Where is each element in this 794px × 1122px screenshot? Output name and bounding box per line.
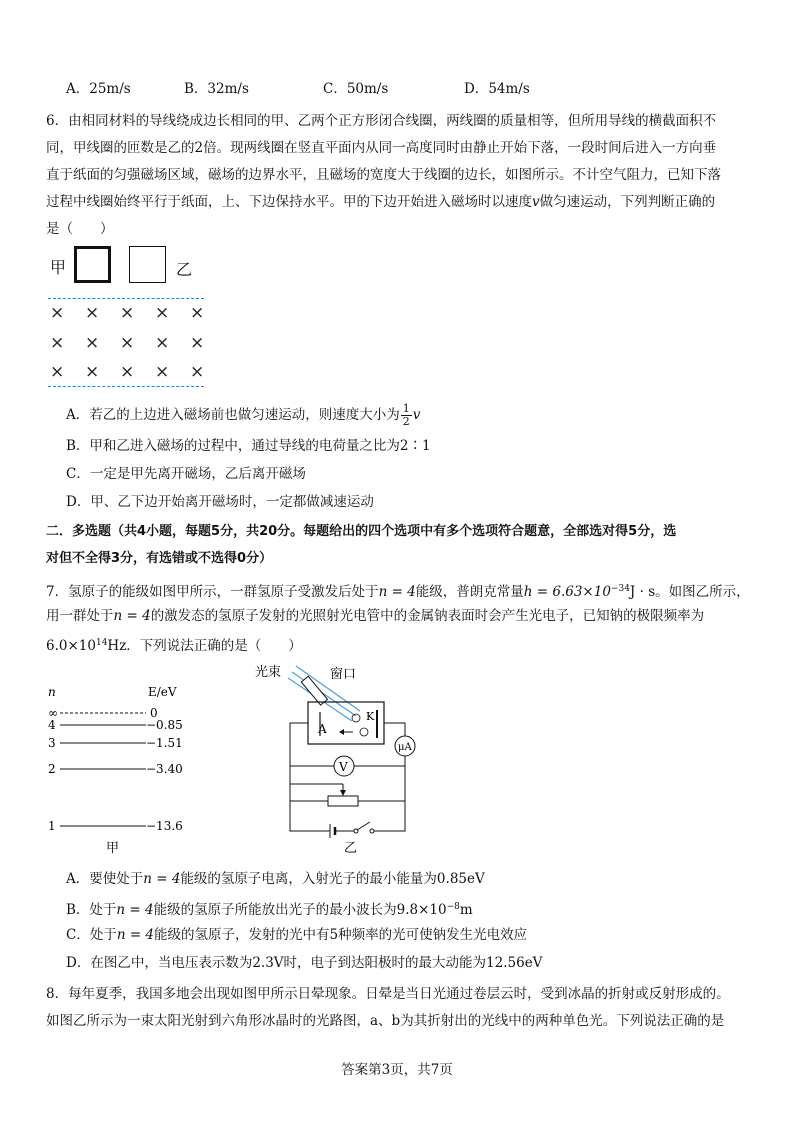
q7-option-b: B．处于n = 4能级的氢原子所能放出光子的最小波长为$9.8\times 10^{-8}m$ xyxy=(66,902,473,918)
label-voltmeter: V xyxy=(339,760,348,774)
switch-contact xyxy=(370,829,374,833)
q8-line-1: 8．每年夏季，我国多地会出现如图甲所示日晕现象。日晕是当日光通过卷层云时，受到冰晶的折射或反射形成的。 xyxy=(46,986,730,1002)
level-e-inf: 0 xyxy=(150,706,158,720)
field-bottom-boundary xyxy=(48,386,204,387)
field-cross: × xyxy=(190,333,205,353)
label-cathode: K xyxy=(366,710,375,723)
level-n-3: 3 xyxy=(48,736,56,750)
level-n-inf: ∞ xyxy=(48,706,58,720)
field-top-boundary xyxy=(48,298,204,299)
q7-line-2: 用一群处于n = 4的激发态的氢原子发射的光照射光电管中的金属钠表面时会产生光电子，已知钠的极限频率为 xyxy=(46,608,705,624)
field-cross: × xyxy=(155,333,170,353)
q7-option-c: C．处于n = 4能级的氢原子，发射的光中有5种频率的光可使钠发生光电效应 xyxy=(66,927,528,943)
q8-line-2: 如图乙所示为一束太阳光射到六角形冰晶时的光路图，a、b为其折射出的光线中的两种单色光。下列说法正确的是 xyxy=(46,1013,725,1029)
photoelectric-circuit xyxy=(250,656,430,856)
section-2-heading-line-1: 二．多选题（共4小题，每题5分，共20分。每题给出的四个选项中有多个选项符合题意，全部选对得5分，选 xyxy=(46,524,677,539)
energy-level-diagram xyxy=(40,684,215,859)
q7-line-3: $6.0\times 10^{14}Hz$．下列说法正确的是（ ） xyxy=(46,638,302,654)
q7-option-d: D．在图乙中，当电压表示数为2.3V时，电子到达阳极时的最大动能为12.56eV xyxy=(66,955,543,971)
electron-icon xyxy=(352,714,360,722)
q7-option-a: A．要使处于n = 4能级的氢原子电离，入射光子的最小能量为0.85eV xyxy=(66,871,485,887)
coil-jia xyxy=(74,246,111,283)
wire-left xyxy=(290,723,330,831)
field-cross: × xyxy=(85,333,100,353)
caption-yi: 乙 xyxy=(344,841,358,856)
field-cross: × xyxy=(120,362,135,382)
page-footer: 答案第3页，共7页 xyxy=(341,1062,453,1078)
q6-option-c: C．一定是甲先离开磁场，乙后离开磁场 xyxy=(66,466,306,482)
window-glass xyxy=(301,676,327,705)
wire-right-top xyxy=(384,723,405,736)
field-cross: × xyxy=(50,362,65,382)
level-n-2: 2 xyxy=(48,762,56,776)
caption-jia: 甲 xyxy=(106,841,120,856)
label-anode: A xyxy=(318,722,327,736)
level-e-2: −3.40 xyxy=(146,762,183,776)
coil-label-yi: 乙 xyxy=(176,260,193,279)
level-n-1: 1 xyxy=(48,819,56,833)
arrow-icon xyxy=(339,729,344,735)
q6-line-5: 是（ ） xyxy=(46,221,114,237)
field-cross: × xyxy=(190,362,205,382)
q6-line-2: 同，甲线圈的匝数是乙的2倍。现两线圈在竖直平面内从同一高度同时由静止开始下落，一段时间后进入一方向垂 xyxy=(46,140,717,156)
q5-option-a: A．25m/s xyxy=(66,81,131,97)
rheostat xyxy=(328,796,358,806)
q5-option-c: C．50m/s xyxy=(323,81,389,97)
label-window: 窗口 xyxy=(330,667,357,682)
field-cross: × xyxy=(50,303,65,323)
field-cross: × xyxy=(190,303,205,323)
energy-axis-label: E/eV xyxy=(148,685,177,699)
electron-icon xyxy=(360,728,368,736)
field-cross: × xyxy=(120,303,135,323)
q7-line-1: 7．氢原子的能级如图甲所示，一群氢原子受激发后处于n = 4能级，普朗克常量$h = 6.63\times 10^{-34}J \cdot s$。如图乙所示， xyxy=(46,584,750,600)
q5-option-b: B．32m/s xyxy=(184,81,249,97)
switch-lever xyxy=(357,822,370,830)
q6-option-d: D．甲、乙下边开始离开磁场时，一定都做减速运动 xyxy=(66,494,374,510)
n-axis-label: n xyxy=(48,685,56,699)
label-beam: 光束 xyxy=(255,665,282,680)
coil-yi xyxy=(129,246,166,283)
fraction-one-half: $\frac{1}{2}$ xyxy=(402,402,410,428)
section-2-heading-line-2: 对但不全得3分，有选错或不选得0分） xyxy=(46,551,273,566)
field-cross: × xyxy=(85,362,100,382)
field-cross: × xyxy=(85,303,100,323)
q6-line-4: 过程中线圈始终平行于纸面，上、下边保持水平。甲的下边开始进入磁场时以速度v做匀速运动，下列判断正确的 xyxy=(46,194,716,210)
q5-option-d: D．54m/s xyxy=(464,81,530,97)
q6-line-1: 6．由相同材料的导线绕成边长相同的甲、乙两个正方形闭合线圈，两线圈的质量相等，但所用导线的横截面积不 xyxy=(46,113,717,129)
q6-option-a: A．若乙的上边进入磁场前也做匀速运动，则速度大小为 $\frac{1}{2}$ v xyxy=(66,402,421,428)
label-microammeter: μA xyxy=(398,742,412,753)
q6-option-b: B．甲和乙进入磁场的过程中，通过导线的电荷量之比为2∶1 xyxy=(66,438,431,454)
field-cross: × xyxy=(50,333,65,353)
field-cross: × xyxy=(155,303,170,323)
level-e-3: −1.51 xyxy=(146,736,183,750)
level-e-4: −0.85 xyxy=(146,718,183,732)
coil-label-jia: 甲 xyxy=(50,258,67,277)
q6-line-3: 直于纸面的匀强磁场区域，磁场的边界水平，且磁场的宽度大于线圈的边长，如图所示。不计空气阻力，已知下落 xyxy=(46,167,721,183)
field-cross: × xyxy=(155,362,170,382)
wire-right xyxy=(374,756,405,831)
field-cross: × xyxy=(120,333,135,353)
slider-arrow-icon xyxy=(340,790,346,796)
level-n-4: 4 xyxy=(48,718,56,732)
level-e-1: −13.6 xyxy=(146,819,183,833)
